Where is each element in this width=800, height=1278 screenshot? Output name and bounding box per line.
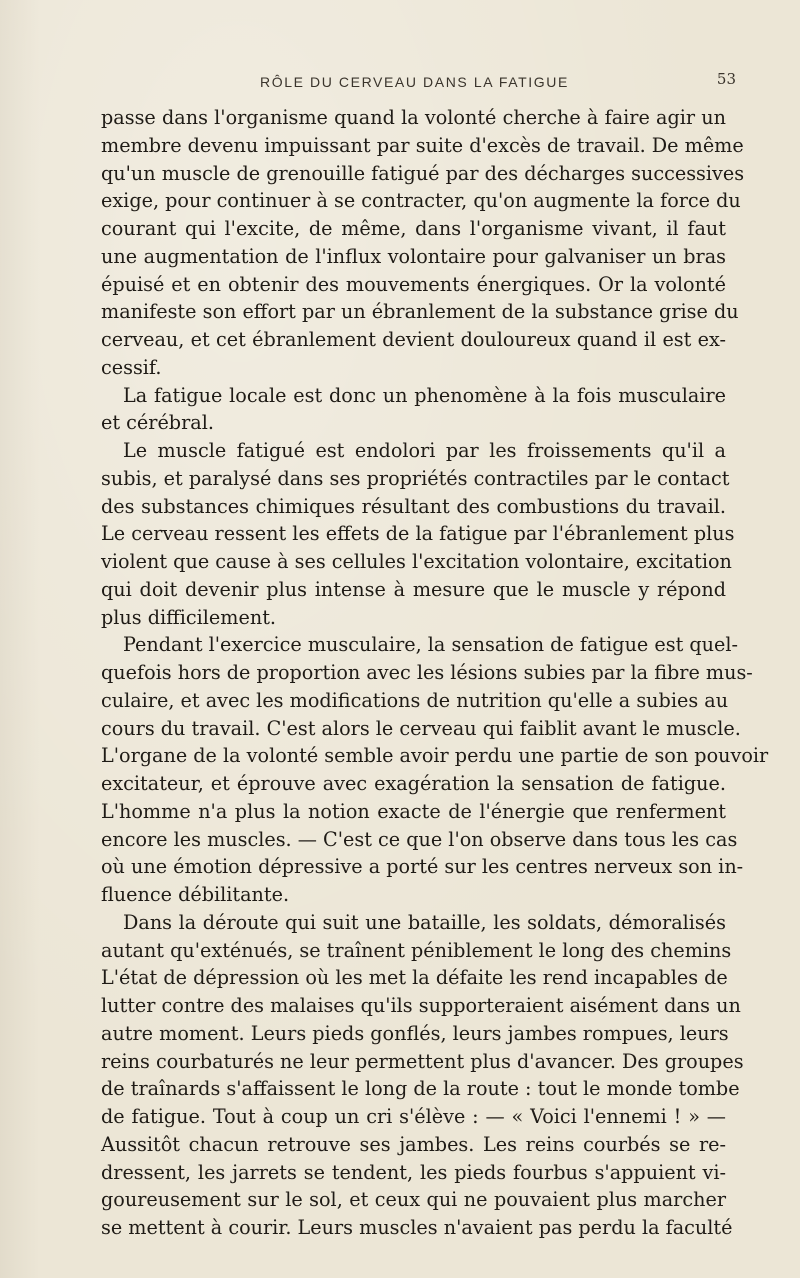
text-line: violent que cause à ses cellules l'excitation volontaire, excitation xyxy=(101,550,732,573)
page-header xyxy=(130,70,736,96)
text-line: et cérébral. xyxy=(101,411,214,435)
text-line: cours du travail. C'est alors le cerveau qui faiblit avant le muscle. xyxy=(101,716,741,740)
text-line: autre moment. Leurs pieds gonflés, leurs jambes rompues, leurs xyxy=(101,1021,729,1045)
page-number: 53 xyxy=(716,70,736,88)
text-line: culaire, et avec les modifications de nutrition qu'elle a subies au xyxy=(101,688,729,712)
text-line: reins courbaturés ne leur permettent plus d'avancer. Des groupes xyxy=(101,1049,744,1073)
text-line: L'état de dépression où les met la défaite les rend incapables de xyxy=(101,966,728,990)
text-line: La fatigue locale est donc un phenomène à la fois musculaire xyxy=(123,383,726,407)
text-line: L'homme n'a plus la notion exacte de l'énergie que renferment xyxy=(101,799,726,823)
text-line: qui doit devenir plus intense à mesure que le muscle y répond xyxy=(101,577,726,601)
text-line: Dans la déroute qui suit une bataille, les soldats, démoralisés xyxy=(123,910,726,934)
text-line: Aussitôt chacun retrouve ses jambes. Les reins courbés se re- xyxy=(101,1132,726,1156)
text-line: où une émotion dépressive a porté sur les centres nerveux son in- xyxy=(101,855,744,879)
paragraph xyxy=(101,631,769,909)
text-line: L'organe de la volonté semble avoir perdu une partie de son pouvoir xyxy=(101,744,769,768)
text-line: de fatigue. Tout à coup un cri s'élève : — « Voici l'ennemi ! » — xyxy=(101,1105,726,1128)
text-line: manifeste son effort par un ébranlement de la substance grise du xyxy=(101,300,739,324)
text-line: courant qui l'excite, de même, dans l'organisme vivant, il faut xyxy=(101,217,726,240)
text-line: quefois hors de proportion avec les lésions subies par la fibre mus- xyxy=(101,661,753,684)
text-line: autant qu'exténués, se traînent péniblement le long des chemins xyxy=(101,938,732,962)
text-line: qu'un muscle de grenouille fatigué par des décharges successives xyxy=(101,161,745,185)
body-text xyxy=(101,104,769,1242)
text-line: subis, et paralysé dans ses propriétés contractiles par le contact xyxy=(101,466,730,490)
text-line: plus difficilement. xyxy=(101,605,277,629)
text-line: de traînards s'affaissent le long de la route : tout le monde tombe xyxy=(101,1077,740,1101)
text-line: goureusement sur le sol, et ceux qui ne pouvaient plus marcher xyxy=(101,1188,726,1212)
paragraph xyxy=(101,909,744,1242)
text-line: cessif. xyxy=(101,355,162,379)
text-line: cerveau, et cet ébranlement devient douloureux quand il est ex- xyxy=(101,328,726,351)
text-line: lutter contre des malaises qu'ils supporteraient aisément dans un xyxy=(101,994,741,1017)
paragraph xyxy=(101,437,735,631)
text-line: une augmentation de l'influx volontaire pour galvaniser un bras xyxy=(101,244,726,268)
text-line: membre devenu impuissant par suite d'excès de travail. De même xyxy=(101,133,744,157)
text-line: Le muscle fatigué est endolori par les froissements qu'il a xyxy=(123,439,726,462)
text-line: se mettent à courir. Leurs muscles n'avaient pas perdu la faculté xyxy=(101,1216,733,1239)
paragraph xyxy=(101,104,745,382)
paragraph xyxy=(101,382,726,438)
text-line: Le cerveau ressent les effets de la fatigue par l'ébranlement plus xyxy=(101,522,735,546)
text-line: exige, pour continuer à se contracter, qu'on augmente la force du xyxy=(101,189,741,213)
text-line: fluence débilitante. xyxy=(101,883,290,906)
text-line: Pendant l'exercice musculaire, la sensation de fatigue est quel- xyxy=(123,633,739,657)
running-head: RÔLE DU CERVEAU DANS LA FATIGUE xyxy=(260,74,569,90)
text-line: épuisé et en obtenir des mouvements énergiques. Or la volonté xyxy=(101,272,726,296)
text-line: encore les muscles. — C'est ce que l'on observe dans tous les cas xyxy=(101,827,738,851)
text-line: dressent, les jarrets se tendent, les pieds fourbus s'appuient vi- xyxy=(101,1160,726,1184)
text-line: passe dans l'organisme quand la volonté cherche à faire agir un xyxy=(101,106,726,129)
text-line: excitateur, et éprouve avec exagération la sensation de fatigue. xyxy=(101,772,726,795)
text-line: des substances chimiques résultant des combustions du travail. xyxy=(101,494,726,518)
